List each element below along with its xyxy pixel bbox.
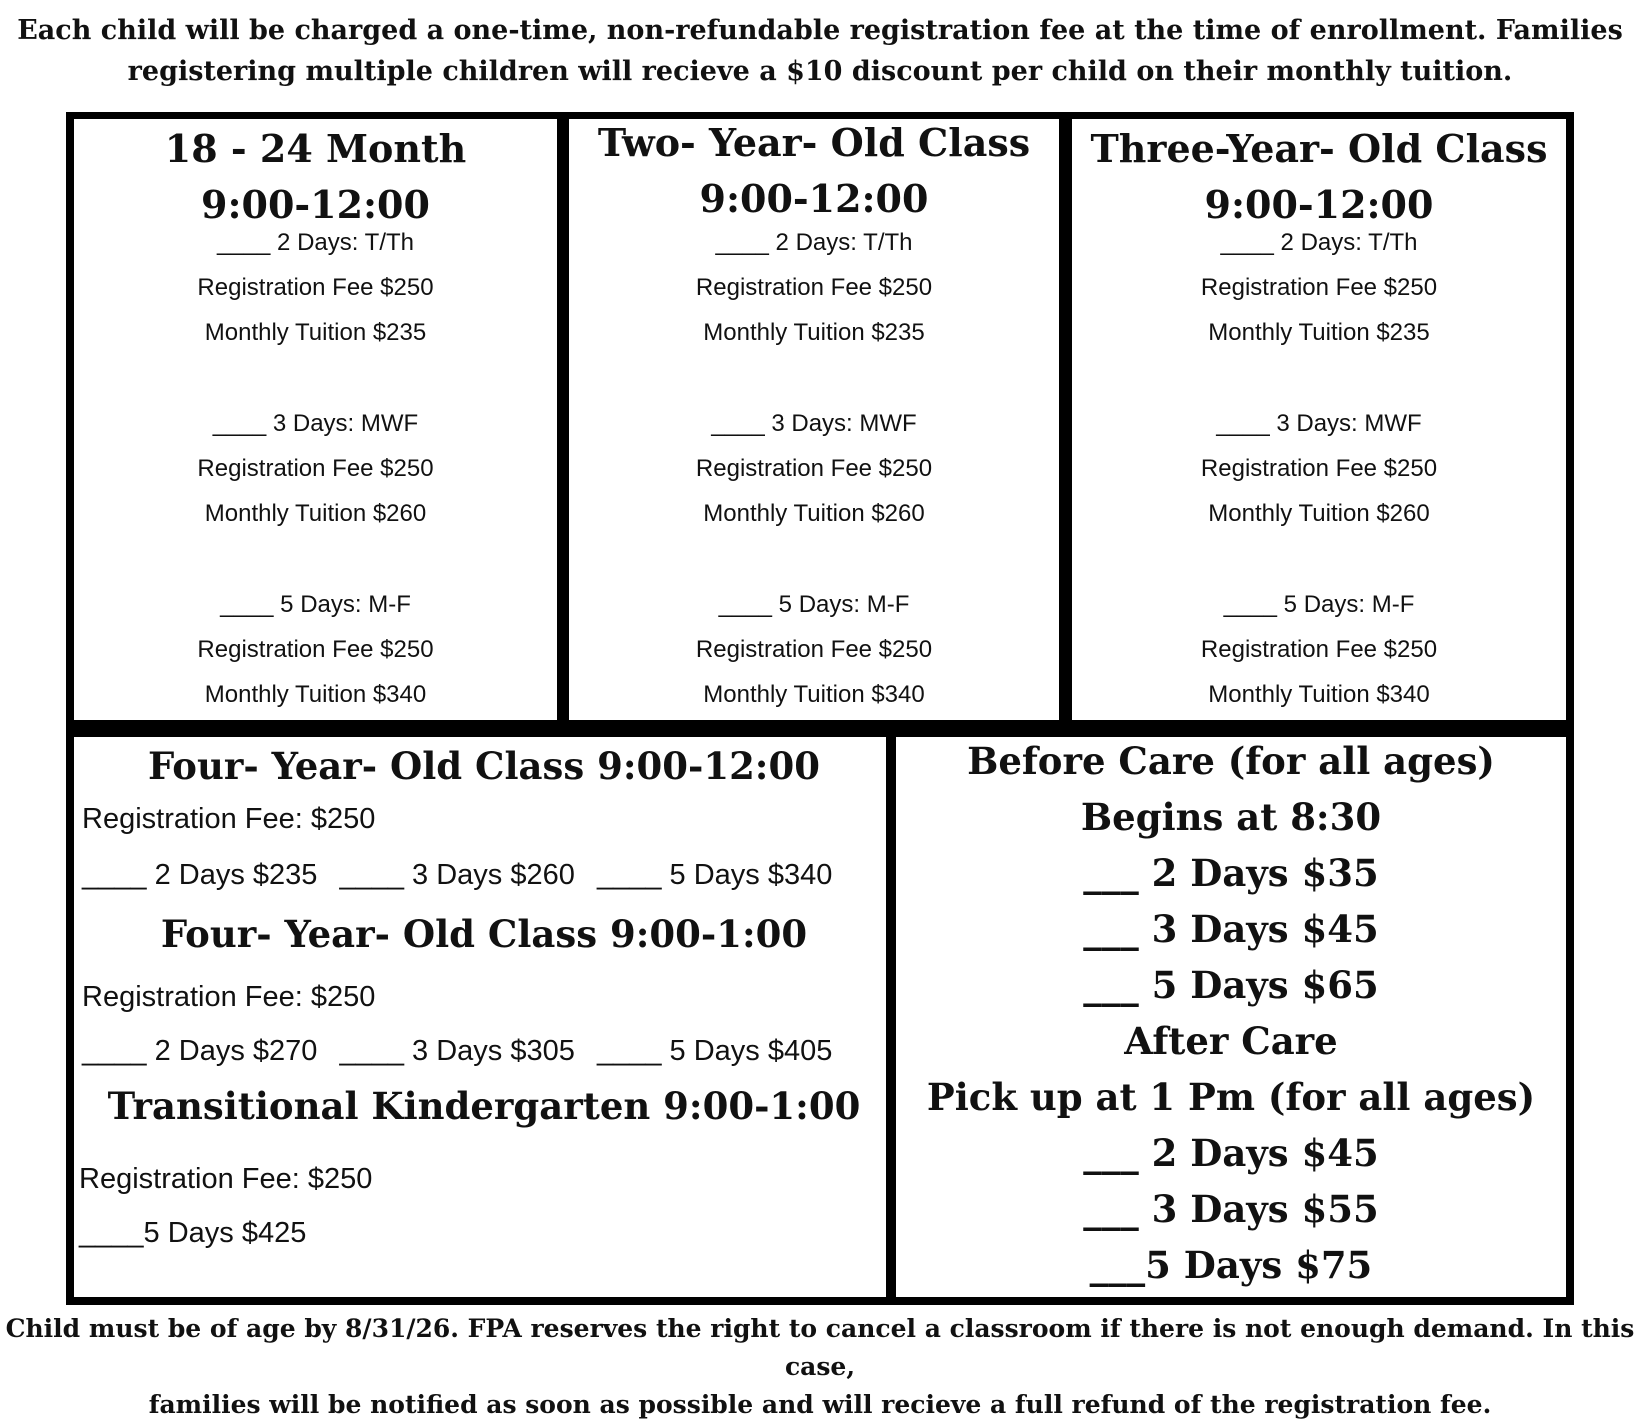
pricing-grid [66,112,1574,1305]
option-tuition: Monthly Tuition $260 [1208,500,1430,527]
before-care-start: Begins at 8:30 [1080,795,1382,839]
before-care-title: Before Care (for all ages) [967,739,1495,783]
class-18-24-month [74,119,557,720]
after-care-option: ___ 3 Days $55 [1083,1187,1379,1231]
option-tuition: Monthly Tuition $340 [204,681,427,708]
class-title: Transitional Kindergarten 9:00-1:00 [107,1084,861,1128]
option-3-days: ____ 3 Days $260 [339,859,575,891]
option-fee: Registration Fee $250 [695,636,933,663]
after-care-title: After Care [1124,1019,1338,1063]
class-title: Four- Year- Old Class 9:00-12:00 [148,744,820,788]
option-5-days: ____ 5 Days $405 [596,1035,833,1067]
care-section [896,737,1566,1297]
option-2-days: ____ 2 Days $235 [82,859,318,891]
option-days: ____ 3 Days: MWF [212,410,419,437]
before-care-option: ___ 5 Days $65 [1083,963,1379,1007]
option-days: ____ 5 Days: M-F [220,591,411,618]
option-days: ____ 2 Days: T/Th [1220,229,1418,256]
option-tuition: Monthly Tuition $340 [703,681,925,708]
class-title: Four- Year- Old Class 9:00-1:00 [160,912,808,956]
class-title: 18 - 24 Month [164,126,467,171]
registration-fee: Registration Fee: $250 [82,981,376,1013]
option-fee: Registration Fee $250 [197,636,434,663]
day-options [79,1211,886,1255]
outro-line-1: Child must be of age by 8/31/26. FPA reserves the right to cancel a classroom if there is not enough demand. In this case, [5,1314,1635,1381]
option-5-days: ____5 Days $425 [79,1217,307,1249]
option-fee: Registration Fee $250 [1200,636,1438,663]
option-days: ____ 3 Days: MWF [1216,410,1422,437]
four-year-old-section [74,737,886,1297]
option-days: ____ 3 Days: MWF [711,410,917,437]
option-days: ____ 2 Days: T/Th [715,229,913,256]
option-2-days: ____ 2 Days $270 [82,1035,318,1067]
option-5-days: ____ 5 Days $340 [596,859,833,891]
class-time: 9:00-12:00 [1204,182,1434,227]
option-tuition: Monthly Tuition $340 [1208,681,1430,708]
class-three-year-old [1072,119,1566,720]
option-tuition: Monthly Tuition $260 [204,500,427,527]
option-tuition: Monthly Tuition $235 [703,319,925,346]
before-care-option: ___ 3 Days $45 [1083,907,1379,951]
option-3-days: ____ 3 Days $305 [339,1035,575,1067]
intro-line-1: Each child will be charged a one-time, non-refundable registration fee at the time of enrollment. Families [17,15,1623,46]
option-fee: Registration Fee $250 [1200,455,1438,482]
option-days: ____ 5 Days: M-F [718,591,910,618]
option-days: ____ 2 Days: T/Th [217,229,414,256]
intro-notice [0,10,1640,92]
class-time: 9:00-12:00 [201,182,430,227]
option-fee: Registration Fee $250 [197,455,434,482]
option-fee: Registration Fee $250 [695,455,933,482]
registration-fee: Registration Fee: $250 [82,803,376,835]
outro-notice [0,1310,1640,1424]
option-fee: Registration Fee $250 [197,274,434,301]
after-care-pickup: Pick up at 1 Pm (for all ages) [926,1075,1536,1119]
class-title: Two- Year- Old Class [597,120,1031,165]
option-tuition: Monthly Tuition $235 [1208,319,1430,346]
option-tuition: Monthly Tuition $235 [204,319,427,346]
intro-line-2: registering multiple children will recieve a $10 discount per child on their monthly tuition. [127,56,1513,87]
option-fee: Registration Fee $250 [695,274,933,301]
class-two-year-old [569,119,1059,720]
option-fee: Registration Fee $250 [1200,274,1438,301]
before-care-option: ___ 2 Days $35 [1083,851,1379,895]
after-care-option: ___5 Days $75 [1089,1243,1373,1287]
day-options [82,1029,886,1073]
option-tuition: Monthly Tuition $260 [703,500,925,527]
option-days: ____ 5 Days: M-F [1223,591,1415,618]
outro-line-2: families will be notified as soon as possible and will recieve a full refund of the registration fee. [148,1390,1492,1419]
day-options [82,853,886,897]
class-title: Three-Year- Old Class [1090,126,1548,171]
class-time: 9:00-12:00 [699,176,929,221]
after-care-option: ___ 2 Days $45 [1083,1131,1379,1175]
registration-fee: Registration Fee: $250 [79,1163,373,1195]
